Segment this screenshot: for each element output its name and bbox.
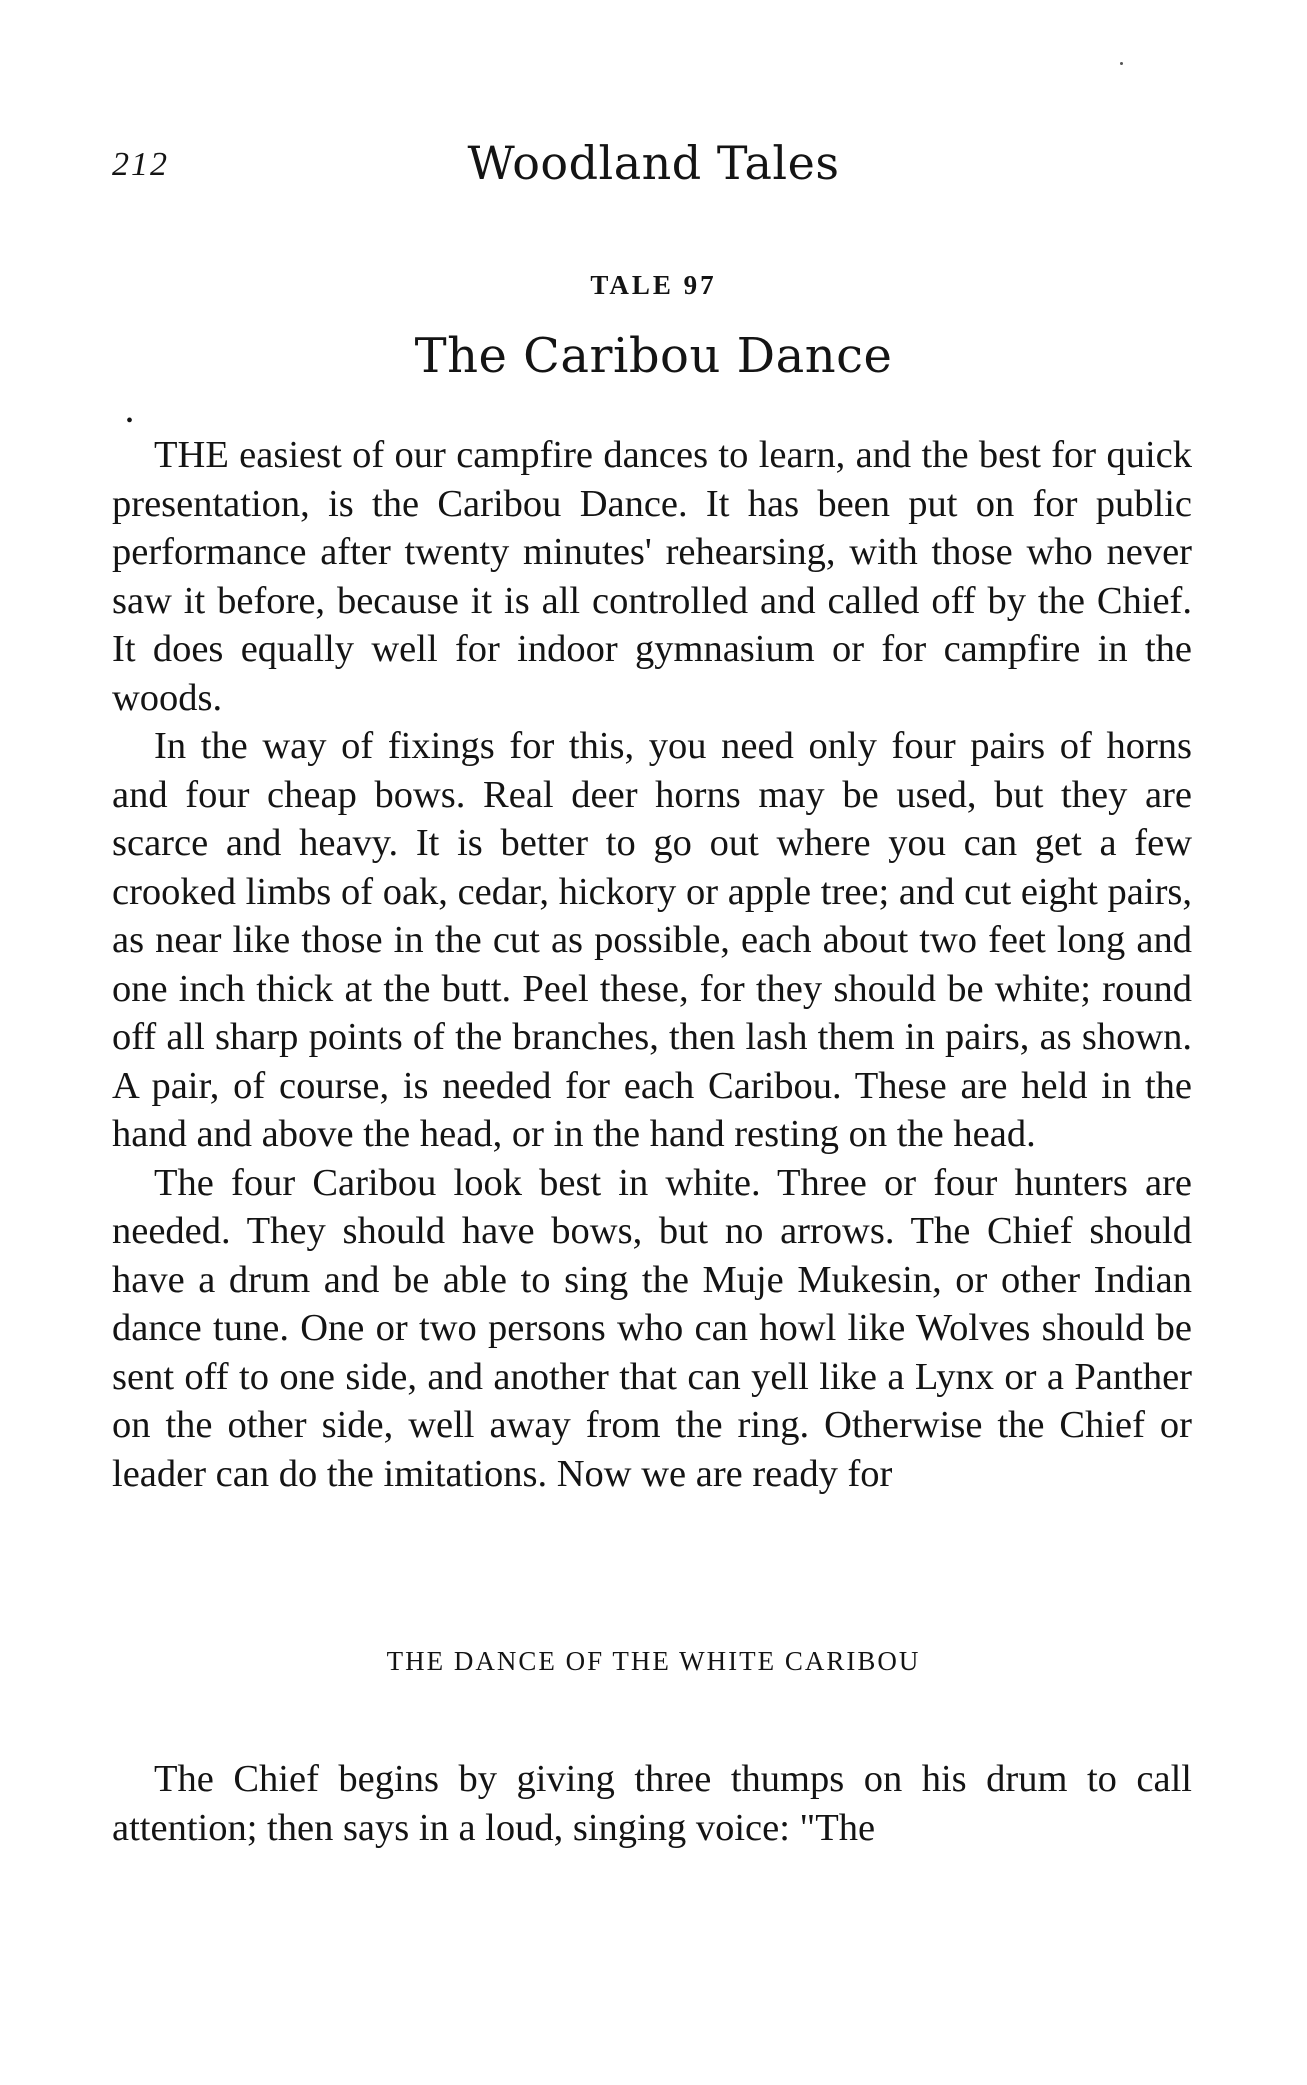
paragraph-3: The four Caribou look best in white. Three or four hunters are needed. They should have bows, but no arrows. The Chief should have a drum and be able to sing the Muje Mukesin, or other Indian dance tune. One or two persons who can howl like Wolves should be sent off to one side, and another that can yell like a Lynx or a Panther on the other side, well away from the ring. Otherwise the Chief or leader can do the imitations. Now we are ready for	[112, 1161, 1192, 1495]
page-number: 212	[112, 146, 169, 183]
tale-title: The Caribou Dance	[414, 328, 893, 384]
section-heading: THE DANCE OF THE WHITE CARIBOU	[386, 1646, 921, 1676]
body-text-continued	[112, 1755, 1192, 1852]
tale-number: TALE 97	[590, 270, 717, 300]
running-title: Woodland Tales	[467, 136, 840, 190]
paragraph-1: THE easiest of our campfire dances to learn, and the best for quick presentation, is the Caribou Dance. It has been put on for public performance after twenty minutes' rehearsing, with those who never saw it before, because it is all controlled and called off by the Chief. It does equally well for indoor gymnasium or for campfire in the woods.	[112, 434, 1192, 719]
print-speck	[1120, 62, 1123, 65]
body-text	[112, 431, 1192, 1498]
paragraph-2: In the way of fixings for this, you need only four pairs of horns and four cheap bows. Real deer horns may be used, but they are scarce and heavy. It is better to go out where you can get a few crooked limbs of oak, cedar, hickory or apple tree; and cut eight pairs, as near like those in the cut as possible, each about two feet long and one inch thick at the butt. Peel these, for they should be white; round off all sharp points of the branches, then lash them in pairs, as shown. A pair, of course, is needed for each Caribou. These are held in the hand and above the head, or in the hand resting on the head.	[112, 725, 1192, 1155]
ornament-mark: •	[126, 410, 134, 432]
paragraph-4: The Chief begins by giving three thumps on his drum to call attention; then says in a loud, singing voice: "The	[112, 1758, 1192, 1849]
